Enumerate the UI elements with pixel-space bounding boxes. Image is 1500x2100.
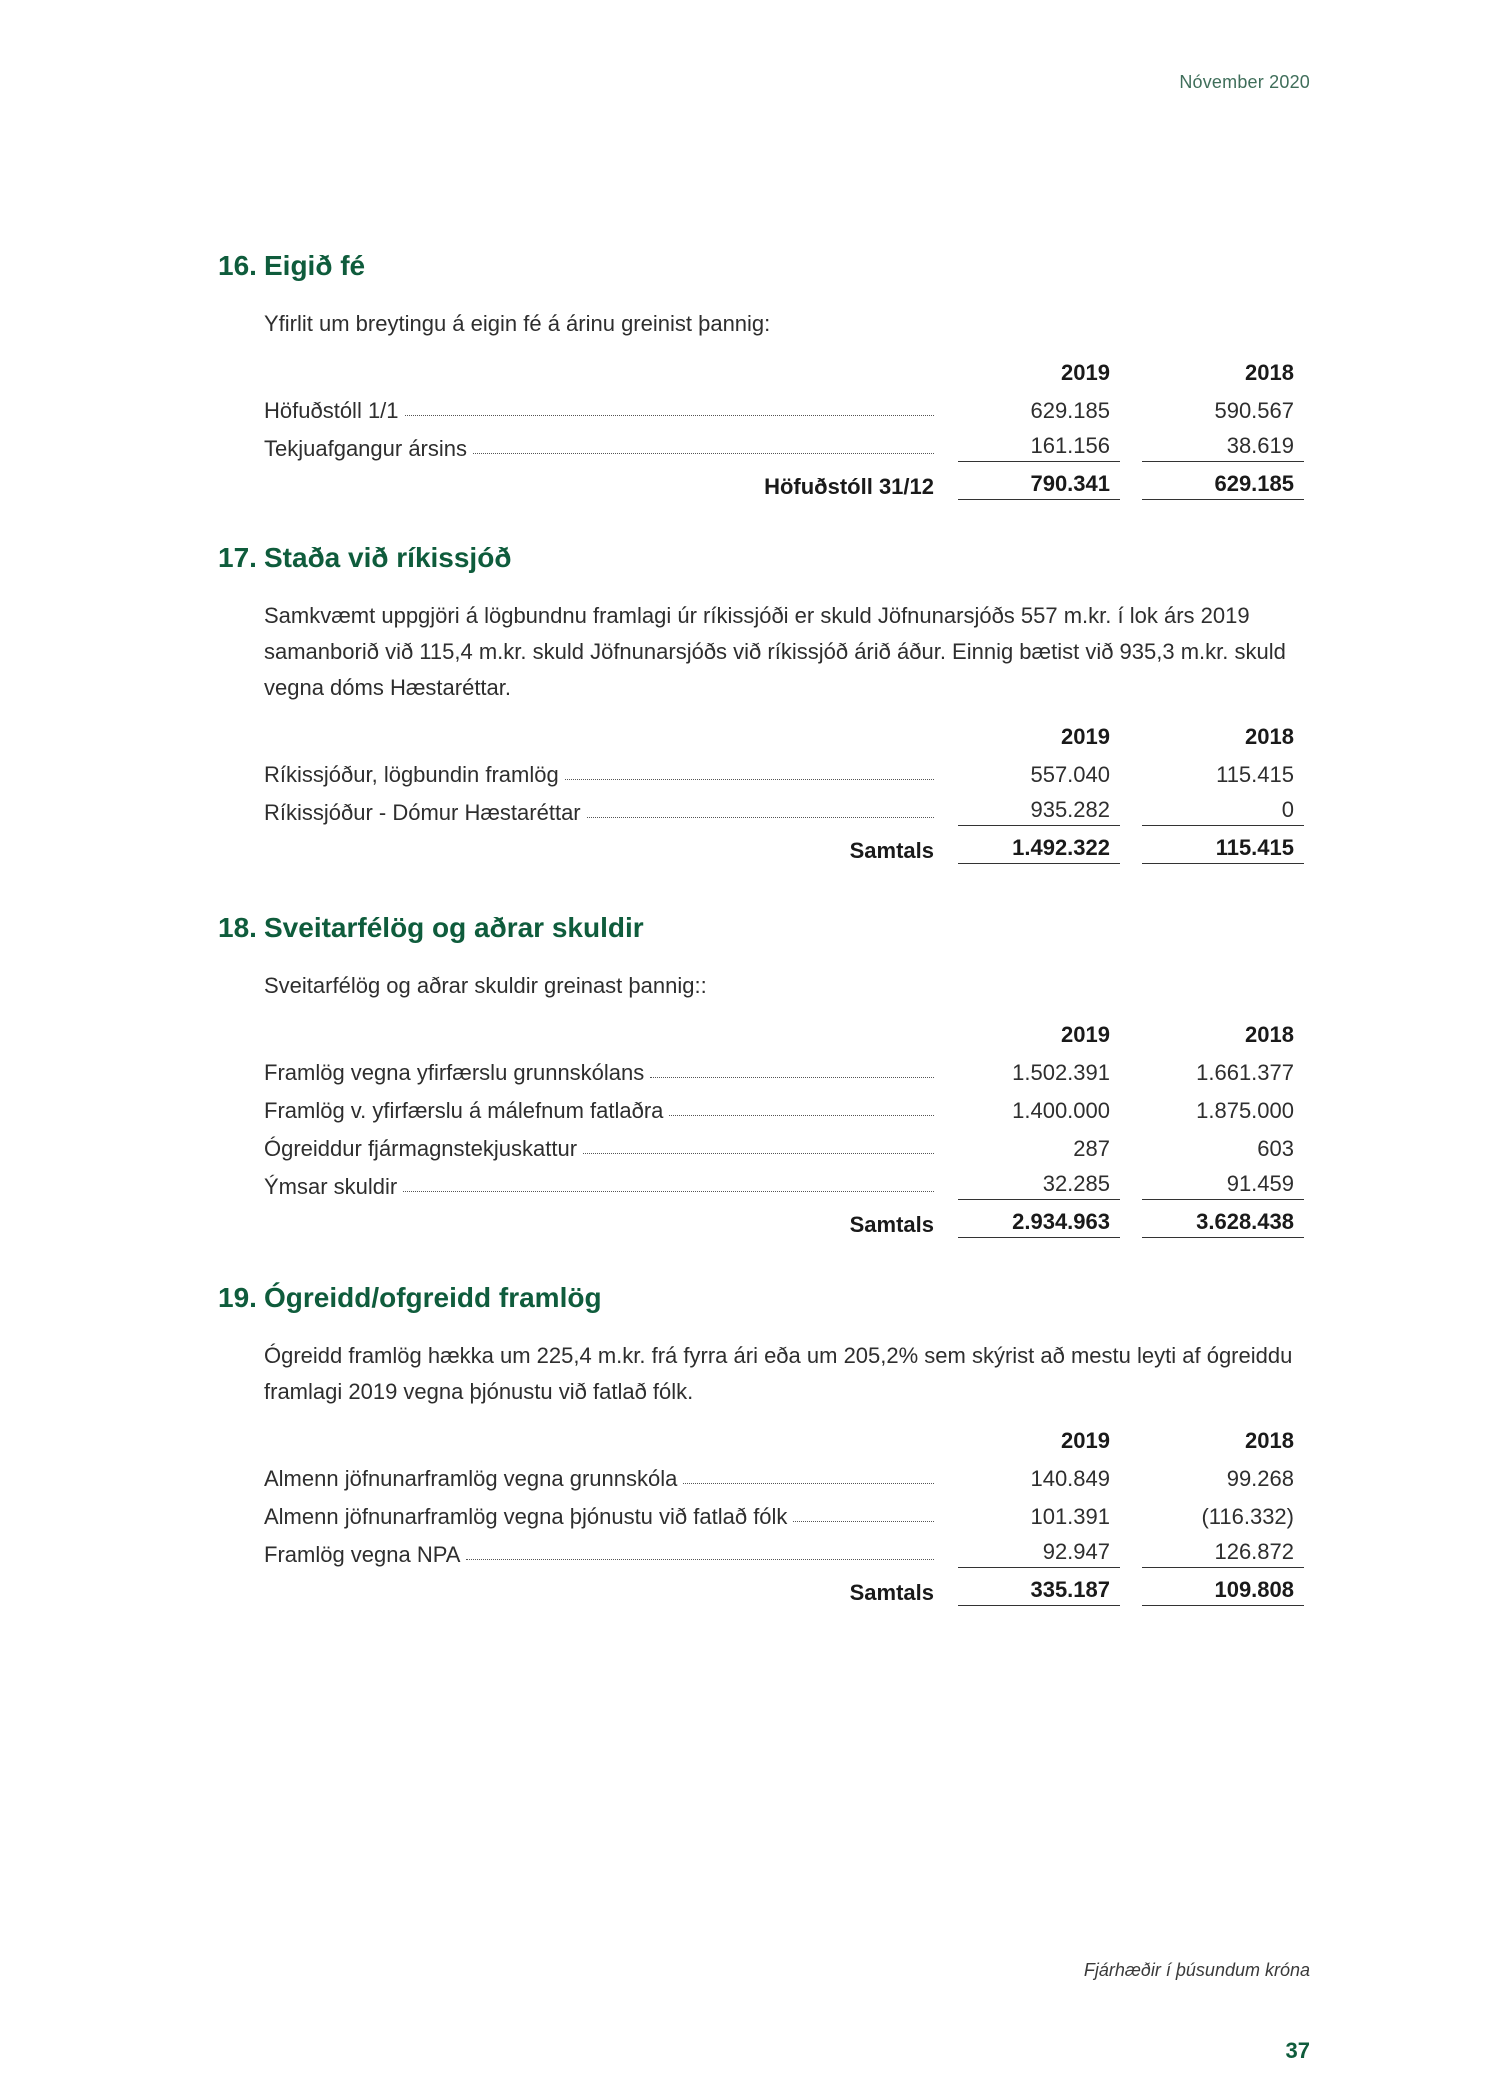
unpaid-contributions-table [264,1416,1310,1606]
row-label: Almenn jöfnunarframlög vegna grunnskóla [264,1466,678,1491]
section-intro: Ógreidd framlög hækka um 225,4 m.kr. frá fyrra ári eða um 205,2% sem skýrist að mestu leyti af ógreiddu framlagi 2019 vegna þjónustu við fatlað fólk. [264,1343,1293,1404]
section-18-municipalities [218,910,1310,1238]
value-2019: 1.400.000 [1012,1098,1110,1123]
value-2018: 590.567 [1214,398,1294,423]
dot-leader [565,779,934,780]
section-title: Eigið fé [264,250,366,281]
row-label: Ríkissjóður, lögbundin framlög [264,762,559,787]
table-row [264,1492,1310,1530]
header-date: Nóvember 2020 [1179,72,1310,92]
total-2018: 3.628.438 [1142,1209,1304,1238]
dot-leader [403,1191,934,1192]
column-header-2019: 2019 [1061,724,1110,749]
total-row [264,1568,1310,1606]
total-label: Samtals [849,1580,934,1605]
table-row [264,1086,1310,1124]
section-title: Sveitarfélög og aðrar skuldir [264,912,644,943]
table-header-row [264,1010,1310,1048]
treasury-table [264,712,1310,864]
total-2019: 335.187 [958,1577,1120,1606]
municipalities-table [264,1010,1310,1238]
total-label: Samtals [849,838,934,863]
column-header-2019: 2019 [1061,1022,1110,1047]
column-header-2018: 2018 [1245,724,1294,749]
section-number: 16. [218,250,257,281]
equity-table [264,348,1310,500]
table-row [264,424,1310,462]
section-intro: Yfirlit um breytingu á eigin fé á árinu greinist þannig: [264,311,771,336]
section-heading [218,1280,1310,1316]
value-2018: (116.332) [1201,1504,1294,1529]
value-2019: 140.849 [1030,1466,1110,1491]
column-header-2019: 2019 [1061,360,1110,385]
total-row [264,826,1310,864]
row-label: Höfuðstóll 1/1 [264,398,399,423]
section-number: 18. [218,912,257,943]
table-header-row [264,712,1310,750]
page-number: 37 [1285,2038,1310,2063]
row-label: Ýmsar skuldir [264,1174,398,1199]
dot-leader [683,1483,934,1484]
section-intro: Sveitarfélög og aðrar skuldir greinast þannig:: [264,973,707,998]
value-2018: 126.872 [1142,1539,1304,1568]
total-2019: 1.492.322 [958,835,1120,864]
dot-leader [583,1153,934,1154]
amounts-footnote: Fjárhæðir í þúsundum króna [1083,1960,1310,1980]
dot-leader [650,1077,934,1078]
table-row [264,1454,1310,1492]
total-2018: 109.808 [1142,1577,1304,1606]
table-row [264,1124,1310,1162]
dot-leader [466,1559,934,1560]
column-header-2018: 2018 [1245,360,1294,385]
total-row [264,462,1310,500]
column-header-2019: 2019 [1061,1428,1110,1453]
row-label: Tekjuafgangur ársins [264,436,468,461]
dot-leader [587,817,934,818]
row-label: Framlög vegna yfirfærslu grunnskólans [264,1060,645,1085]
section-heading [218,910,1310,946]
section-number: 17. [218,542,257,573]
section-17-treasury [218,540,1310,864]
total-label: Höfuðstóll 31/12 [764,474,934,499]
total-2018: 115.415 [1142,835,1304,864]
table-header-row [264,1416,1310,1454]
value-2019: 287 [1073,1136,1110,1161]
value-2019: 101.391 [1030,1504,1110,1529]
row-label: Ógreiddur fjármagnstekjuskattur [264,1136,578,1161]
row-label: Framlög vegna NPA [264,1542,461,1567]
section-title: Ógreidd/ofgreidd framlög [264,1282,602,1313]
table-header-row [264,348,1310,386]
value-2019: 92.947 [958,1539,1120,1568]
table-row [264,1048,1310,1086]
value-2018: 0 [1142,797,1304,826]
value-2019: 32.285 [958,1171,1120,1200]
value-2018: 603 [1257,1136,1294,1161]
total-2019: 790.341 [958,471,1120,500]
table-row [264,386,1310,424]
value-2018: 1.875.000 [1196,1098,1294,1123]
value-2019: 1.502.391 [1012,1060,1110,1085]
column-header-2018: 2018 [1245,1428,1294,1453]
table-row [264,750,1310,788]
section-intro: Samkvæmt uppgjöri á lögbundnu framlagi úr ríkissjóði er skuld Jöfnunarsjóðs 557 m.kr. í lok árs 2019 samanborið við 115,4 m.kr. skuld Jöfnunarsjóðs við ríkissjóð árið áður. Einnig bætist við 935,3 m.kr. skuld vegna dóms Hæstaréttar. [264,603,1286,700]
value-2018: 99.268 [1226,1466,1294,1491]
section-19-unpaid-contributions [218,1280,1310,1606]
section-heading [218,248,1310,284]
row-label: Framlög v. yfirfærslu á málefnum fatlaðra [264,1098,664,1123]
row-label: Ríkissjóður - Dómur Hæstaréttar [264,800,581,825]
value-2019: 557.040 [1030,762,1110,787]
column-header-2018: 2018 [1245,1022,1294,1047]
value-2019: 161.156 [958,433,1120,462]
dot-leader [669,1115,934,1116]
value-2018: 115.415 [1216,762,1294,787]
dot-leader [405,415,934,416]
total-row [264,1200,1310,1238]
table-row [264,1162,1310,1200]
dot-leader [473,453,934,454]
value-2019: 935.282 [958,797,1120,826]
total-2018: 629.185 [1142,471,1304,500]
total-2019: 2.934.963 [958,1209,1120,1238]
table-row [264,1530,1310,1568]
value-2018: 91.459 [1142,1171,1304,1200]
table-row [264,788,1310,826]
row-label: Almenn jöfnunarframlög vegna þjónustu við fatlað fólk [264,1504,788,1529]
section-number: 19. [218,1282,257,1313]
section-title: Staða við ríkissjóð [264,542,512,573]
total-label: Samtals [849,1212,934,1237]
section-16-equity [218,248,1310,500]
value-2018: 38.619 [1142,433,1304,462]
value-2019: 629.185 [1030,398,1110,423]
section-heading [218,540,1310,576]
dot-leader [793,1521,934,1522]
value-2018: 1.661.377 [1196,1060,1294,1085]
